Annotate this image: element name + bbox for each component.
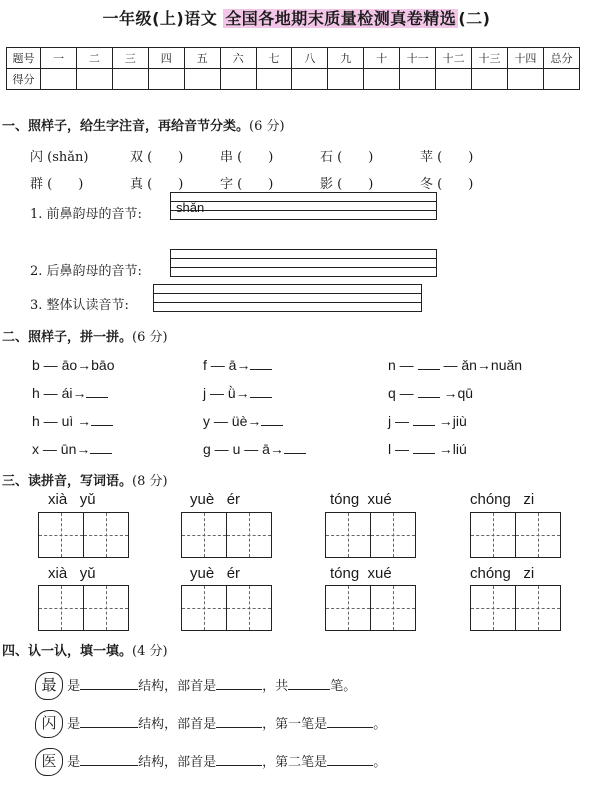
answer-blank[interactable] [413, 413, 435, 426]
item-text: ，第二笔是 [262, 755, 328, 770]
score-cell[interactable] [472, 69, 508, 90]
pinyin-item: h — ái→ [32, 385, 87, 401]
score-cell[interactable] [148, 69, 184, 90]
answer-blank[interactable] [91, 413, 113, 426]
pinyin-col1 [32, 357, 115, 469]
grid-cell[interactable] [39, 586, 84, 630]
pinyin-syllable: zi [523, 491, 535, 508]
score-header-row [7, 48, 580, 69]
writing-grid[interactable] [325, 585, 416, 631]
title-subject: 语文 [184, 9, 218, 28]
word-pinyin [190, 491, 240, 508]
pinyin-item: h — uì → [32, 413, 92, 429]
answer-blank[interactable] [261, 413, 283, 426]
grid-cell[interactable] [182, 586, 227, 630]
item-text: 。 [373, 717, 387, 732]
pinyin-item: — ǎn→nuǎn [439, 357, 523, 373]
score-label: 得分 [7, 69, 41, 90]
pinyin-syllable: zi [523, 565, 535, 582]
pinyin-syllable: yǔ [79, 565, 96, 582]
grid-cell[interactable] [516, 513, 560, 557]
writing-grid[interactable] [470, 585, 561, 631]
char-pinyin-item: 群 ( ) [30, 177, 84, 192]
writing-grid[interactable] [38, 512, 129, 558]
score-row [7, 69, 580, 90]
section1-heading [2, 115, 285, 134]
pinyin-syllable: yuè [190, 565, 215, 582]
char-pinyin-item: 字 ( ) [220, 177, 274, 192]
pinyin-col2 [203, 357, 306, 469]
header-cell: 总分 [543, 48, 579, 69]
section3-title: 三、读拼音，写词语。 [2, 474, 133, 489]
answer-blank[interactable] [90, 441, 112, 454]
pinyin-item: j — ǜ→ [203, 385, 250, 401]
header-cell: 一 [41, 48, 77, 69]
char-item-2 [35, 710, 386, 738]
q1-label: 1. 前鼻韵母的音节: [30, 207, 142, 222]
writing-grid[interactable] [325, 512, 416, 558]
pinyin-syllable: ér [226, 565, 241, 582]
word-pinyin [190, 565, 240, 582]
answer-blank[interactable] [288, 676, 330, 690]
answer-blank[interactable] [216, 752, 262, 766]
writing-grid[interactable] [181, 585, 272, 631]
score-cell[interactable] [112, 69, 148, 90]
header-cell: 十一 [400, 48, 436, 69]
title-grade: 一年级 [102, 9, 153, 28]
title-number: (二) [458, 9, 491, 28]
char-pinyin-item: 双 ( ) [130, 150, 184, 165]
char-item-3 [35, 748, 386, 776]
answer-blank[interactable] [413, 441, 435, 454]
answer-blank[interactable] [418, 357, 440, 370]
pinyin-item: x — ūn→ [32, 441, 91, 457]
pinyin-syllable: tóng [330, 565, 360, 582]
grid-cell[interactable] [516, 586, 560, 630]
q1-answer-lines[interactable] [170, 192, 437, 220]
pinyin-syllable: xià [48, 491, 68, 508]
word-pinyin [470, 565, 534, 582]
q1-example: shǎn [176, 200, 205, 215]
title-highlight: 全国各地期末质量检测真卷精选 [225, 9, 457, 28]
answer-blank[interactable] [327, 714, 373, 728]
item-text: 是 [67, 679, 81, 694]
grid-cell[interactable] [84, 586, 128, 630]
char-pinyin-item: 闪 (shǎn) [30, 150, 89, 165]
section2-title: 二、照样子，拼一拼。 [2, 330, 133, 345]
answer-blank[interactable] [327, 752, 373, 766]
grid-cell[interactable] [326, 586, 371, 630]
pinyin-syllable: yǔ [79, 491, 96, 508]
grid-cell[interactable] [371, 586, 415, 630]
item-text: 是 [67, 717, 81, 732]
word-pinyin [48, 565, 96, 582]
header-cell: 题号 [7, 48, 41, 69]
grid-cell[interactable] [182, 513, 227, 557]
header-cell: 四 [148, 48, 184, 69]
char-pinyin-item: 串 ( ) [220, 150, 274, 165]
pinyin-item: q — [388, 385, 418, 401]
header-cell: 十四 [507, 48, 543, 69]
pinyin-syllable: xià [48, 565, 68, 582]
grid-cell[interactable] [371, 513, 415, 557]
item-text: 笔。 [330, 679, 357, 694]
pinyin-item: →jiù [434, 413, 467, 429]
answer-blank[interactable] [216, 676, 262, 690]
answer-blank[interactable] [250, 357, 272, 370]
pinyin-syllable: chóng [470, 491, 511, 508]
grid-cell[interactable] [471, 513, 516, 557]
page-title [0, 6, 593, 29]
item-text: ，共 [262, 679, 289, 694]
header-cell: 八 [292, 48, 328, 69]
char-pinyin-item: 苹 ( ) [420, 150, 474, 165]
pinyin-item: j — [388, 413, 413, 429]
answer-blank[interactable] [86, 385, 108, 398]
word-pinyin [330, 565, 392, 582]
answer-blank[interactable] [284, 441, 306, 454]
section2-heading [2, 326, 168, 345]
q2-label: 2. 后鼻韵母的音节: [30, 264, 142, 279]
pinyin-syllable: xué [367, 565, 392, 582]
score-cell[interactable] [292, 69, 328, 90]
pinyin-syllable: ér [226, 491, 241, 508]
word-pinyin [330, 491, 392, 508]
grid-cell[interactable] [227, 513, 271, 557]
answer-blank[interactable] [80, 714, 138, 728]
item-text: 结构，部首是 [138, 755, 217, 770]
grid-cell[interactable] [39, 513, 84, 557]
section4-points: (4 分) [132, 644, 168, 659]
writing-grid[interactable] [38, 585, 129, 631]
pinyin-example: b — āo→bāo [32, 357, 115, 373]
score-cell[interactable] [364, 69, 400, 90]
header-cell: 七 [256, 48, 292, 69]
header-cell: 三 [112, 48, 148, 69]
char-pinyin-item: 真 ( ) [130, 177, 184, 192]
grid-cell[interactable] [326, 513, 371, 557]
char-pinyin-item: 石 ( ) [320, 150, 374, 165]
pinyin-item: l — [388, 441, 413, 457]
char-pinyin-item: 冬 ( ) [420, 177, 474, 192]
header-cell: 五 [184, 48, 220, 69]
section2-points: (6 分) [132, 330, 168, 345]
header-cell: 十 [364, 48, 400, 69]
pinyin-item: f — ā→ [203, 357, 251, 373]
writing-grid[interactable] [470, 512, 561, 558]
item-text: 结构，部首是 [138, 717, 217, 732]
q3-answer-lines[interactable] [153, 284, 422, 312]
pinyin-syllable: tóng [330, 491, 360, 508]
header-cell: 二 [76, 48, 112, 69]
header-cell: 十三 [472, 48, 508, 69]
answer-blank[interactable] [250, 385, 272, 398]
section4-heading [2, 640, 168, 659]
pinyin-item: n — [388, 357, 418, 373]
pinyin-item: →qū [439, 385, 474, 401]
score-cell[interactable] [76, 69, 112, 90]
title-term: (上) [152, 9, 185, 28]
pinyin-col3 [388, 357, 522, 469]
item-text: 结构，部首是 [138, 679, 217, 694]
char-pinyin-item: 影 ( ) [320, 177, 374, 192]
score-cell[interactable] [256, 69, 292, 90]
section1-title: 一、照样子，给生字注音，再给音节分类。 [2, 119, 250, 134]
score-cell[interactable] [507, 69, 543, 90]
section4-title: 四、认一认，填一填。 [2, 644, 133, 659]
pinyin-syllable: yuè [190, 491, 215, 508]
section1-points: (6 分) [249, 119, 285, 134]
word-pinyin [48, 491, 96, 508]
answer-blank[interactable] [80, 752, 138, 766]
score-cell[interactable] [543, 69, 579, 90]
grid-cell[interactable] [84, 513, 128, 557]
score-cell[interactable] [436, 69, 472, 90]
character-badge: 医 [35, 748, 63, 776]
item-text: 。 [373, 755, 387, 770]
score-table [6, 47, 580, 90]
header-cell: 十二 [436, 48, 472, 69]
pinyin-item: →liú [434, 441, 467, 457]
character-badge: 最 [35, 672, 63, 700]
score-cell[interactable] [220, 69, 256, 90]
pinyin-item: g — u — ā→ [203, 441, 284, 457]
item-text: ，第一笔是 [262, 717, 328, 732]
character-badge: 闪 [35, 710, 63, 738]
pinyin-item: y — üè→ [203, 413, 262, 429]
section3-points: (8 分) [132, 474, 168, 489]
pinyin-syllable: xué [367, 491, 392, 508]
answer-blank[interactable] [80, 676, 138, 690]
grid-cell[interactable] [471, 586, 516, 630]
section3-heading [2, 470, 168, 489]
word-pinyin [470, 491, 534, 508]
answer-blank[interactable] [216, 714, 262, 728]
pinyin-syllable: chóng [470, 565, 511, 582]
score-cell[interactable] [41, 69, 77, 90]
writing-grid[interactable] [181, 512, 272, 558]
header-cell: 六 [220, 48, 256, 69]
char-item-1 [35, 672, 356, 700]
grid-cell[interactable] [227, 586, 271, 630]
item-text: 是 [67, 755, 81, 770]
score-cell[interactable] [328, 69, 364, 90]
score-cell[interactable] [400, 69, 436, 90]
header-cell: 九 [328, 48, 364, 69]
q2-answer-lines[interactable] [170, 249, 437, 277]
q3-label: 3. 整体认读音节: [30, 298, 129, 313]
score-cell[interactable] [184, 69, 220, 90]
answer-blank[interactable] [418, 385, 440, 398]
